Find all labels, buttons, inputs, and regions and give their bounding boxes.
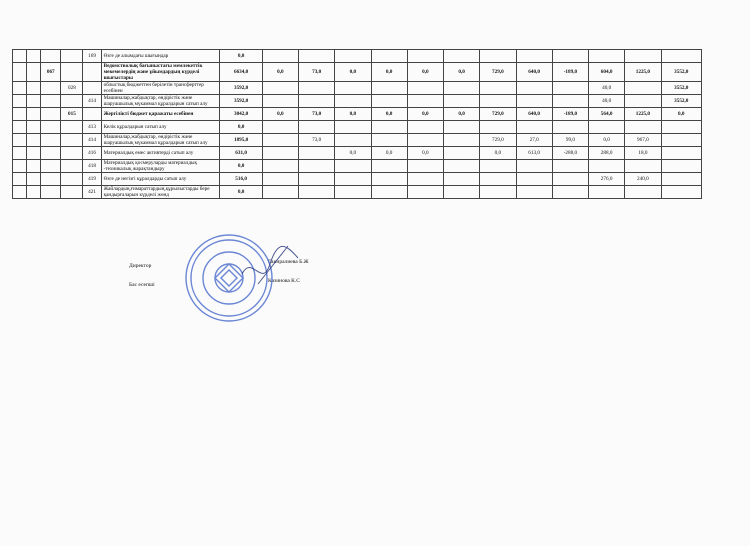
month-value-cell: 967,0 (625, 134, 661, 147)
table-cell (27, 147, 41, 160)
month-value-cell: 0,0 (407, 147, 443, 160)
month-value-cell (661, 147, 701, 160)
month-value-cell (661, 134, 701, 147)
specifics-code-cell: 416 (83, 147, 101, 160)
month-value-cell (335, 134, 371, 147)
month-value-cell: 0,0 (407, 108, 443, 121)
month-value-cell (625, 160, 661, 173)
month-value-cell: 0,0 (661, 108, 701, 121)
month-value-cell (371, 82, 407, 95)
specifics-code-cell: 413 (83, 121, 101, 134)
month-value-cell: 3552,0 (661, 82, 701, 95)
program-code-cell (41, 134, 61, 147)
table-row (13, 186, 702, 199)
row-total-cell: 1895,0 (220, 134, 262, 147)
row-name-cell: Машиналар,жабдықтар, өндірістік және шаруашылық мүкаммал құралдарын сатып алу (101, 95, 220, 108)
table-cell (13, 147, 27, 160)
specifics-code-cell (83, 82, 101, 95)
program-code-cell (41, 108, 61, 121)
table-cell (13, 173, 27, 186)
row-name-cell: Жергілікті бюджет қаражаты есебінен (101, 108, 220, 121)
month-value-cell (589, 160, 625, 173)
month-value-cell: 40,0 (589, 82, 625, 95)
month-value-cell (407, 134, 443, 147)
month-value-cell (444, 121, 480, 134)
program-code-cell (41, 173, 61, 186)
month-value-cell (262, 121, 298, 134)
month-value-cell (552, 50, 588, 63)
month-value-cell (299, 95, 335, 108)
month-value-cell: 0,0 (407, 63, 443, 82)
month-value-cell (262, 82, 298, 95)
table-cell (27, 134, 41, 147)
month-value-cell (589, 121, 625, 134)
specifics-code-cell: 418 (83, 160, 101, 173)
month-value-cell (335, 50, 371, 63)
signature-icon (238, 234, 308, 294)
subprogram-code-cell (61, 186, 83, 199)
table-cell (13, 160, 27, 173)
row-name-cell: Өзге де негізгі құралдарды сатып алу (101, 173, 220, 186)
table-cell (13, 63, 27, 82)
month-value-cell: -189,0 (552, 108, 588, 121)
specifics-code-cell (83, 63, 101, 82)
subprogram-code-cell (61, 147, 83, 160)
month-value-cell: 240,0 (625, 173, 661, 186)
table-row (13, 121, 702, 134)
month-value-cell (552, 95, 588, 108)
month-value-cell (480, 95, 516, 108)
table-row (13, 160, 702, 173)
month-value-cell: 3552,0 (661, 95, 701, 108)
specifics-code-cell: 419 (83, 173, 101, 186)
month-value-cell (444, 82, 480, 95)
subprogram-code-cell (61, 121, 83, 134)
month-value-cell: -288,0 (552, 147, 588, 160)
month-value-cell: 288,0 (589, 147, 625, 160)
row-total-cell: 6634,0 (220, 63, 262, 82)
month-value-cell: 0,0 (371, 63, 407, 82)
month-value-cell (371, 50, 407, 63)
month-value-cell (516, 160, 552, 173)
month-value-cell (407, 173, 443, 186)
month-value-cell (299, 186, 335, 199)
month-value-cell (552, 121, 588, 134)
month-value-cell: 640,0 (516, 63, 552, 82)
month-value-cell (661, 173, 701, 186)
month-value-cell (371, 134, 407, 147)
subprogram-code-cell: 015 (61, 108, 83, 121)
month-value-cell (407, 121, 443, 134)
month-value-cell (661, 160, 701, 173)
specifics-code-cell: 414 (83, 134, 101, 147)
month-value-cell (299, 147, 335, 160)
month-value-cell (299, 121, 335, 134)
program-code-cell (41, 160, 61, 173)
table-row (13, 82, 702, 95)
month-value-cell (480, 82, 516, 95)
program-code-cell (41, 121, 61, 134)
table-row (13, 108, 702, 121)
table-row (13, 95, 702, 108)
month-value-cell: 0,0 (371, 108, 407, 121)
month-value-cell: 40,0 (589, 95, 625, 108)
month-value-cell (661, 186, 701, 199)
month-value-cell (444, 50, 480, 63)
row-name-cell: Материалдық емес активтерді сатып алу (101, 147, 220, 160)
row-name-cell: Келік құралдарын сатып алу (101, 121, 220, 134)
month-value-cell: 0,0 (480, 147, 516, 160)
month-value-cell (335, 160, 371, 173)
table-cell (27, 160, 41, 173)
program-code-cell (41, 50, 61, 63)
month-value-cell (407, 50, 443, 63)
program-code-cell (41, 95, 61, 108)
table-cell (27, 186, 41, 199)
row-total-cell: 3042,0 (220, 108, 262, 121)
month-value-cell: 729,0 (480, 108, 516, 121)
month-value-cell: 729,0 (480, 134, 516, 147)
table-cell (13, 186, 27, 199)
director-name: Ганиралиева Б.Ж (268, 259, 309, 265)
table-row (13, 134, 702, 147)
month-value-cell: 99,0 (552, 134, 588, 147)
specifics-code-cell: 414 (83, 95, 101, 108)
month-value-cell: 0,0 (371, 147, 407, 160)
month-value-cell (516, 82, 552, 95)
month-value-cell (516, 186, 552, 199)
accountant-label: Бас есепші (129, 282, 155, 288)
specifics-code-cell (83, 108, 101, 121)
month-value-cell: 73,0 (299, 108, 335, 121)
month-value-cell: 0,0 (444, 108, 480, 121)
row-total-cell: 631,0 (220, 147, 262, 160)
month-value-cell (516, 173, 552, 186)
month-value-cell (552, 173, 588, 186)
month-value-cell (589, 50, 625, 63)
month-value-cell (262, 160, 298, 173)
subprogram-code-cell (61, 160, 83, 173)
month-value-cell (335, 95, 371, 108)
month-value-cell (371, 173, 407, 186)
program-code-cell (41, 82, 61, 95)
row-total-cell: 0,0 (220, 121, 262, 134)
month-value-cell (371, 160, 407, 173)
month-value-cell: 0,0 (589, 134, 625, 147)
month-value-cell (480, 121, 516, 134)
row-name-cell: Ведомстволық бағыныстағы мемлекеттік мекемелердің және ұйымдардың күрделі шығыстары (101, 63, 220, 82)
month-value-cell (625, 121, 661, 134)
month-value-cell (335, 186, 371, 199)
table-cell (27, 50, 41, 63)
month-value-cell (335, 173, 371, 186)
table-cell (27, 95, 41, 108)
row-name-cell: облыстық бюджеттен берілетін трансферттер есебінен (101, 82, 220, 95)
month-value-cell (262, 95, 298, 108)
subprogram-code-cell (61, 173, 83, 186)
month-value-cell (262, 134, 298, 147)
specifics-code-cell: 169 (83, 50, 101, 63)
month-value-cell (407, 186, 443, 199)
table-cell (27, 108, 41, 121)
row-name-cell: Жайлардың,ғимараттардың,құрылыстарды бере қандырғаларын күрделі жөнд (101, 186, 220, 199)
month-value-cell: 73,0 (299, 63, 335, 82)
month-value-cell: -189,0 (552, 63, 588, 82)
month-value-cell: 604,0 (589, 63, 625, 82)
month-value-cell: 0,0 (335, 108, 371, 121)
row-name-cell: Материалдық қосмеруларды материалдық -техникалық жарақтандыру (101, 160, 220, 173)
month-value-cell (552, 160, 588, 173)
month-value-cell (407, 160, 443, 173)
subprogram-code-cell (61, 134, 83, 147)
month-value-cell (262, 147, 298, 160)
table-cell (27, 63, 41, 82)
month-value-cell (407, 82, 443, 95)
month-value-cell: 613,0 (516, 147, 552, 160)
month-value-cell: 73,0 (299, 134, 335, 147)
program-code-cell: 067 (41, 63, 61, 82)
month-value-cell (262, 186, 298, 199)
month-value-cell (299, 82, 335, 95)
month-value-cell: 1225,0 (625, 63, 661, 82)
month-value-cell (516, 95, 552, 108)
table-row (13, 50, 702, 63)
row-total-cell: 3592,0 (220, 95, 262, 108)
month-value-cell: 276,0 (589, 173, 625, 186)
month-value-cell (661, 50, 701, 63)
month-value-cell (371, 121, 407, 134)
table-cell (27, 121, 41, 134)
row-name-cell: Машиналар,жабдықтар, өндірістік және шаруашылық мүкаммал құралдарын сатып алу (101, 134, 220, 147)
director-label: Директор (129, 263, 152, 269)
month-value-cell (444, 160, 480, 173)
month-value-cell (371, 186, 407, 199)
month-value-cell (444, 147, 480, 160)
month-value-cell (480, 160, 516, 173)
table-cell (13, 121, 27, 134)
subprogram-code-cell (61, 63, 83, 82)
month-value-cell (552, 82, 588, 95)
month-value-cell (589, 186, 625, 199)
table-cell (13, 82, 27, 95)
month-value-cell (480, 186, 516, 199)
month-value-cell: 729,0 (480, 63, 516, 82)
table-cell (27, 82, 41, 95)
month-value-cell (262, 173, 298, 186)
subprogram-code-cell (61, 50, 83, 63)
accountant-name: Казинова К.С (268, 278, 300, 284)
table-row (13, 63, 702, 82)
month-value-cell (335, 82, 371, 95)
month-value-cell (262, 50, 298, 63)
month-value-cell: 1225,0 (625, 108, 661, 121)
row-total-cell: 516,0 (220, 173, 262, 186)
month-value-cell (552, 186, 588, 199)
row-total-cell: 0,0 (220, 50, 262, 63)
month-value-cell: 0,0 (262, 63, 298, 82)
month-value-cell: 27,0 (516, 134, 552, 147)
month-value-cell (480, 173, 516, 186)
month-value-cell: 0,0 (335, 63, 371, 82)
program-code-cell (41, 147, 61, 160)
month-value-cell (625, 95, 661, 108)
month-value-cell (335, 121, 371, 134)
month-value-cell (444, 134, 480, 147)
month-value-cell: 0,0 (335, 147, 371, 160)
month-value-cell (444, 186, 480, 199)
month-value-cell: 18,0 (625, 147, 661, 160)
month-value-cell (371, 95, 407, 108)
table-row (13, 173, 702, 186)
month-value-cell (516, 50, 552, 63)
table-row (13, 147, 702, 160)
row-total-cell: 3592,0 (220, 82, 262, 95)
subprogram-code-cell: 028 (61, 82, 83, 95)
month-value-cell: 640,0 (516, 108, 552, 121)
month-value-cell (407, 95, 443, 108)
table-cell (13, 50, 27, 63)
subprogram-code-cell (61, 95, 83, 108)
month-value-cell: 564,0 (589, 108, 625, 121)
month-value-cell: 0,0 (444, 63, 480, 82)
table-cell (13, 95, 27, 108)
row-total-cell: 0,0 (220, 186, 262, 199)
month-value-cell: 0,0 (262, 108, 298, 121)
row-total-cell: 0,0 (220, 160, 262, 173)
table-cell (13, 134, 27, 147)
month-value-cell (625, 186, 661, 199)
budget-table (12, 49, 702, 199)
table-cell (27, 173, 41, 186)
month-value-cell (444, 173, 480, 186)
month-value-cell (299, 50, 335, 63)
program-code-cell (41, 186, 61, 199)
month-value-cell (444, 95, 480, 108)
month-value-cell (480, 50, 516, 63)
month-value-cell (661, 121, 701, 134)
month-value-cell (625, 50, 661, 63)
month-value-cell (299, 160, 335, 173)
month-value-cell (516, 121, 552, 134)
month-value-cell (625, 82, 661, 95)
month-value-cell (299, 173, 335, 186)
row-name-cell: Өзге де алымдағы шығындар (101, 50, 220, 63)
specifics-code-cell: 421 (83, 186, 101, 199)
table-cell (13, 108, 27, 121)
month-value-cell: 3552,0 (661, 63, 701, 82)
